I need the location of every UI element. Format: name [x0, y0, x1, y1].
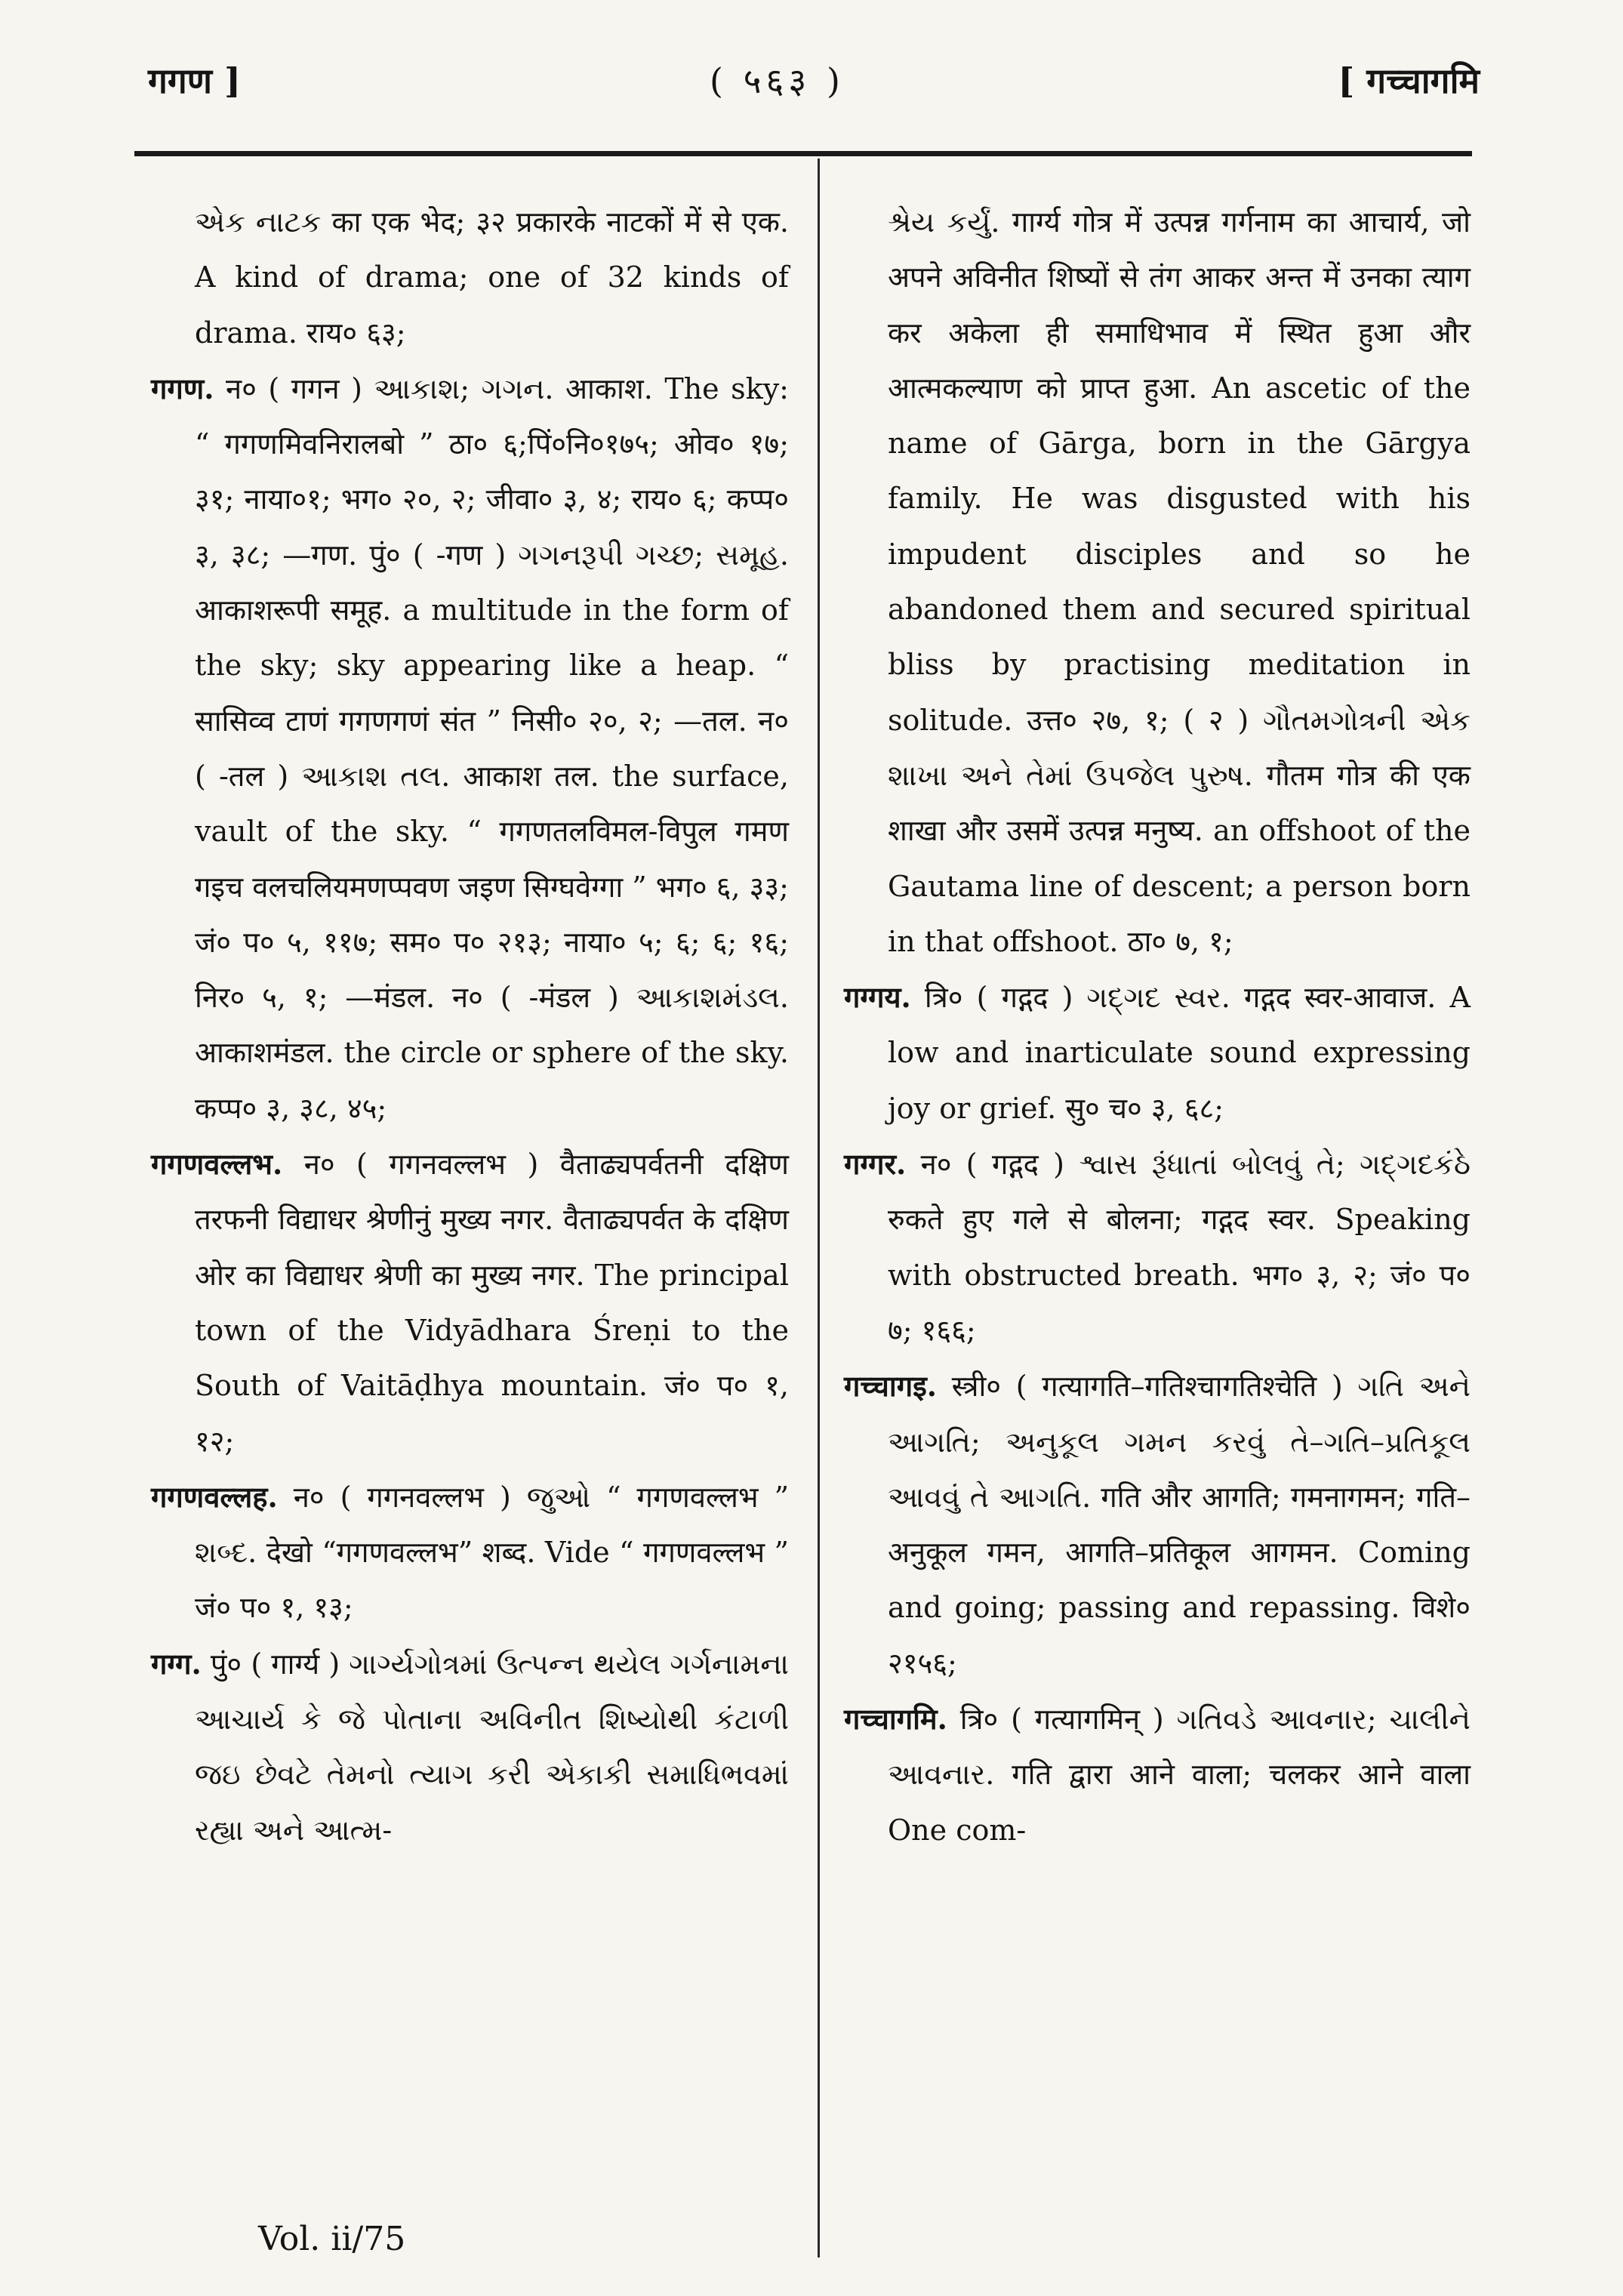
entry-headword: गग्गय. [844, 980, 911, 1015]
page-header-left: गगण ] [148, 60, 241, 101]
dictionary-entry [151, 1469, 789, 1636]
left-column [151, 195, 789, 1858]
dictionary-entry [151, 1636, 789, 1858]
column-divider [818, 159, 820, 2257]
volume-footer: Vol. ii/75 [258, 2220, 406, 2258]
page-number: ( ५६३ ) [710, 60, 845, 101]
dictionary-entry [151, 195, 789, 361]
entry-text: न० ( गगन ) આકાશ; ગગન. आकाश. The sky: “ गगणमिवनिरालबो ” ठा० ६;पिं०नि०१७५; ओव० १७; ३१; नाया०१; भग० २०, २; जीवा० ३, ४; राय० ६; कप्प० ३, ३८; —गण. पुं० ( -गण ) ગગનરૂપી ગચ્છ; સમૂહ. आकाशरूपी समूह. a multitude in the form of the sky; sky appearing like a heap. “ सासिव्व टाणं गगणगणं संत ” निसी० २०, २; —तल. न० ( -तल ) આકાશ તલ. आकाश तल. the surface, vault of the sky. “ गगणतलविमल-विपुल गमण गइच वलचलियमणप्पवण जइण सिग्घवेग्गा ” भग० ६, ३३; जं० प० ५, ११७; सम० प० २१३; नाया० ५; ६; ६; १६; निर० ५, १; —मंडल. न० ( -मंडल ) આકાશમંડલ. आकाशमंडल. the circle or sphere of the sky. कप्प० ३, ३८, ४५; [195, 371, 789, 1125]
dictionary-entry [151, 1136, 789, 1469]
entry-headword: गगण. [151, 371, 214, 405]
dictionary-entry [844, 195, 1471, 969]
header-rule [134, 151, 1472, 156]
entry-text: એક નાટક का एक भेद; ३२ प्रकारके नाटकों में से एक. A kind of drama; one of 32 kinds of drama. राय० ६३; [195, 205, 789, 350]
entry-text: त्रि० ( गद्गद ) ગદ્ગદ સ્વર. गद्गद स्वर-आवाज. A low and inarticulate sound expressing joy or grief. सु० च० ३, ६८; [888, 981, 1471, 1125]
entry-text: न० ( गगनवल्लभ ) वैताढ्यपर्वतनी दक्षिण तरफनी विद्याधर श्रेणीनुं मुख्य नगर. वैताढ्यपर्वत के दक्षिण ओर का विद्याधर श्रेणी का मुख्य नगर. The principal town of the Vidyādhara Śreṇi to the South of Vaitāḍhya mountain. जं० प० १, १२; [195, 1148, 789, 1458]
entry-text: स्त्री० ( गत्यागति–गतिश्चागतिश्चेति ) ગતિ અને આગતિ; અનુકૂલ ગમન કરવું તે–ગતિ–પ્રતિકૂલ આવવું તે આગતિ. गति और आगति; गमनागमन; गति–अनुकूल गमन, आगति–प्रतिकूल आगमन. Coming and going; passing and repassing. विशे० २१५६; [888, 1370, 1471, 1680]
right-column [844, 195, 1471, 1858]
page-header-right: [ गच्चागमि [1338, 60, 1480, 101]
entry-headword: गग्गर. [844, 1147, 907, 1182]
entry-headword: गच्चागमि. [844, 1702, 947, 1737]
dictionary-entry [844, 1691, 1471, 1858]
dictionary-entry [844, 1136, 1471, 1358]
entry-text: त्रि० ( गत्यागमिन् ) ગતિવડે આવનાર; ચાલીને આવનાર. गति द्वारा आने वाला; चलकर आने वाला One com- [888, 1703, 1471, 1847]
entry-text: पुं० ( गार्ग्य ) ગાર્ગ્યગોત્રમાં ઉત્પન્ન થયેલ ગર્ગનામના આચાર્ય કે જે પોતાના અવિનીત શિષ્યોથી કંટાળી જઇ છેવટે તેમનો ત્યાગ કરી એકાકી સમાધિભવમાં રહ્યા અને આત્મ- [195, 1647, 789, 1847]
entry-text: न० ( गगनवल्लभ ) જુઓ “ गगणवल्लभ ” શબ્દ. देखो “गगणवल्लभ” शब्द. Vide “ गगणवल्लभ ” जं० प० १, १३; [195, 1480, 789, 1625]
dictionary-entry [151, 361, 789, 1136]
dictionary-entry [844, 969, 1471, 1136]
entry-headword: गगणवल्लभ. [151, 1147, 283, 1182]
entry-text: શ્રેય કર્યું. गार्ग्य गोत्र में उत्पन्न गर्गनाम का आचार्य, जो अपने अविनीत शिष्यों से तंग आकर अन्त में उनका त्याग कर अकेला ही समाधिभाव में स्थित हुआ और आत्मकल्याण को प्राप्त हुआ. An ascetic of the name of Gārga, born in the Gārgya family. He was disgusted with his impudent disciples and so he abandoned them and secured spiritual bliss by practising meditation in solitude. उत्त० २७, १; ( २ ) ગૌતમગોત્રની એક શાખા અને તેમાં ઉપજેલ પુરુષ. गौतम गोत्र की एक शाखा और उसमें उत्पन्न मनुष्य. an offshoot of the Gautama line of descent; a person born in that offshoot. ठा० ७, १; [888, 205, 1471, 958]
entry-headword: गच्चागइ. [844, 1369, 937, 1404]
entry-headword: गगणवल्लह. [151, 1479, 278, 1514]
entry-headword: गग्ग. [151, 1646, 202, 1681]
entry-text: न० ( गद्गद ) શ્વાસ રૂંધાતાં બોલવું તે; ગદ્ગદકંઠે रुकते हुए गले से बोलना; गद्गद स्वर. Speaking with obstructed breath. भग० ३, २; जं० प० ७; १६६; [888, 1148, 1471, 1347]
dictionary-entry [844, 1358, 1471, 1691]
